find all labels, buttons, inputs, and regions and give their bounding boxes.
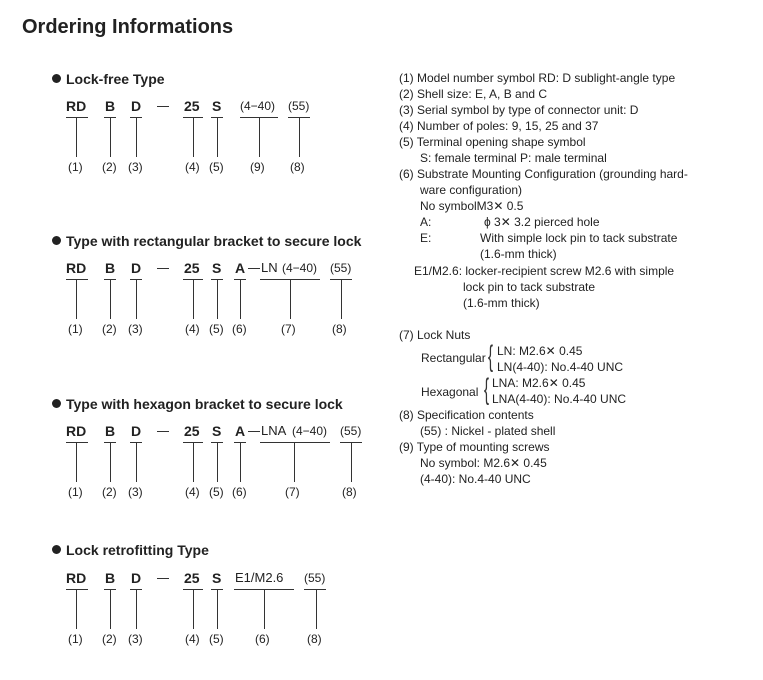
label-8: (8) xyxy=(307,632,322,646)
label-2: (2) xyxy=(102,322,117,336)
leader-line xyxy=(341,279,342,319)
leader-line xyxy=(299,117,300,157)
leader-line xyxy=(76,589,77,629)
code-s: S xyxy=(212,260,222,276)
code-dash xyxy=(248,431,260,432)
note-8-detail: (55) : Nickel - plated shell xyxy=(420,424,556,438)
brace-icon: { xyxy=(488,340,494,373)
leader-line xyxy=(76,117,77,157)
code-b: B xyxy=(105,570,116,586)
code-poles: 25 xyxy=(184,570,200,586)
note-7-lna: LNA: M2.6✕ 0.45 xyxy=(492,376,586,390)
note-6-e-key: E: xyxy=(420,231,432,245)
note-5-detail: S: female terminal P: male terminal xyxy=(420,151,607,165)
note-6-e1-cont: lock pin to tack substrate xyxy=(463,280,596,294)
bullet-icon xyxy=(52,399,61,408)
code-screw: (4−40) xyxy=(240,99,276,113)
label-5: (5) xyxy=(209,160,224,174)
code-dash xyxy=(157,431,169,432)
label-5: (5) xyxy=(209,632,224,646)
code-dash xyxy=(157,268,169,269)
leader-line xyxy=(110,589,111,629)
note-6-a-value: ϕ 3✕ 3.2 pierced hole xyxy=(484,215,600,229)
label-7: (7) xyxy=(285,485,300,499)
label-2: (2) xyxy=(102,160,117,174)
code-spec: (55) xyxy=(304,571,326,585)
note-6-e1: E1/M2.6: locker-recipient screw M2.6 with simple xyxy=(414,264,675,278)
label-3: (3) xyxy=(128,632,143,646)
label-1: (1) xyxy=(68,160,83,174)
bullet-icon xyxy=(52,236,61,245)
code-a: A xyxy=(235,260,246,276)
label-4: (4) xyxy=(185,322,200,336)
label-1: (1) xyxy=(68,485,83,499)
code-b: B xyxy=(105,260,116,276)
label-2: (2) xyxy=(102,632,117,646)
leader-line xyxy=(240,442,241,482)
leader-line xyxy=(217,589,218,629)
code-spec: (55) xyxy=(330,261,352,275)
code-dash xyxy=(248,268,260,269)
leader-line xyxy=(110,279,111,319)
label-3: (3) xyxy=(128,160,143,174)
code-lna: LNA xyxy=(261,423,287,438)
note-7: (7) Lock Nuts xyxy=(399,328,471,342)
leader-line xyxy=(294,442,295,482)
page-title: Ordering Informations xyxy=(22,16,234,38)
section-heading-rectangular xyxy=(52,233,361,249)
code-d: D xyxy=(131,98,142,114)
label-4: (4) xyxy=(185,160,200,174)
label-4: (4) xyxy=(185,632,200,646)
code-dash xyxy=(157,578,169,579)
label-8: (8) xyxy=(342,485,357,499)
note-6-a-key: A: xyxy=(420,215,432,229)
label-4: (4) xyxy=(185,485,200,499)
code-b: B xyxy=(105,98,116,114)
label-5: (5) xyxy=(209,485,224,499)
code-screw: (4−40) xyxy=(282,261,318,275)
bullet-icon xyxy=(52,74,61,83)
note-7-ln: LN: M2.6✕ 0.45 xyxy=(497,344,583,358)
section-heading-hexagon xyxy=(52,396,343,412)
ordering-diagram-retrofitting xyxy=(0,570,390,680)
code-poles: 25 xyxy=(184,98,200,114)
ordering-diagram-lock-free xyxy=(0,98,390,208)
code-d: D xyxy=(131,260,142,276)
code-screw: (4−40) xyxy=(292,424,328,438)
leader-line xyxy=(259,117,260,157)
leader-line xyxy=(76,279,77,319)
note-9-nosymbol: No symbol: M2.6✕ 0.45 xyxy=(420,456,547,470)
label-1: (1) xyxy=(68,632,83,646)
label-1: (1) xyxy=(68,322,83,336)
label-9: (9) xyxy=(250,160,265,174)
code-underline xyxy=(260,442,330,443)
ordering-diagram-hexagon xyxy=(0,423,390,533)
code-underline xyxy=(66,279,88,280)
code-spec: (55) xyxy=(288,99,310,113)
code-rd: RD xyxy=(66,570,87,586)
code-rd: RD xyxy=(66,423,87,439)
note-6-e1-cont2: (1.6-mm thick) xyxy=(463,296,540,310)
leader-line xyxy=(316,589,317,629)
label-6: (6) xyxy=(255,632,270,646)
note-7-lna-4-40: LNA(4-40): No.4-40 UNC xyxy=(492,392,627,406)
note-9: (9) Type of mounting screws xyxy=(399,440,550,454)
note-6-e-value: With simple lock pin to tack substrate xyxy=(480,231,678,245)
leader-line xyxy=(110,442,111,482)
ordering-diagram-rectangular xyxy=(0,260,390,370)
code-ln: LN xyxy=(261,260,278,275)
code-spec: (55) xyxy=(340,424,362,438)
bullet-icon xyxy=(52,545,61,554)
section-heading-text: Lock retrofitting Type xyxy=(66,542,209,558)
label-2: (2) xyxy=(102,485,117,499)
code-rd: RD xyxy=(66,98,87,114)
leader-line xyxy=(136,279,137,319)
code-s: S xyxy=(212,98,222,114)
leader-line xyxy=(351,442,352,482)
note-2: (2) Shell size: E, A, B and C xyxy=(399,87,548,101)
note-9-4-40: (4-40): No.4-40 UNC xyxy=(420,472,531,486)
leader-line xyxy=(290,279,291,319)
note-7-hexagonal: Hexagonal xyxy=(421,385,479,399)
label-6: (6) xyxy=(232,322,247,336)
code-dash xyxy=(157,106,169,107)
section-heading-text: Type with rectangular bracket to secure lock xyxy=(66,233,362,249)
leader-line xyxy=(76,442,77,482)
code-a: A xyxy=(235,423,246,439)
note-6-nosymbol: No symbolM3✕ 0.5 xyxy=(420,199,524,213)
label-7: (7) xyxy=(281,322,296,336)
code-rd: RD xyxy=(66,260,87,276)
note-6-cont: ware configuration) xyxy=(420,183,523,197)
brace-icon: { xyxy=(484,373,490,406)
code-underline xyxy=(66,117,88,118)
label-3: (3) xyxy=(128,322,143,336)
leader-line xyxy=(110,117,111,157)
leader-line xyxy=(240,279,241,319)
leader-line xyxy=(217,442,218,482)
section-heading-lock-free xyxy=(52,71,165,87)
label-3: (3) xyxy=(128,485,143,499)
label-8: (8) xyxy=(290,160,305,174)
note-7-rectangular: Rectangular xyxy=(421,351,486,365)
section-heading-text: Type with hexagon bracket to secure lock xyxy=(66,396,343,412)
leader-line xyxy=(264,589,265,629)
leader-line xyxy=(193,442,194,482)
note-6-e-value-cont: (1.6-mm thick) xyxy=(480,247,557,261)
leader-line xyxy=(193,117,194,157)
leader-line xyxy=(136,442,137,482)
code-underline xyxy=(304,589,326,590)
code-poles: 25 xyxy=(184,423,200,439)
note-5: (5) Terminal opening shape symbol xyxy=(399,135,586,149)
code-d: D xyxy=(131,570,142,586)
code-underline xyxy=(66,589,88,590)
code-poles: 25 xyxy=(184,260,200,276)
code-e1m26: E1/M2.6 xyxy=(235,570,284,585)
leader-line xyxy=(193,279,194,319)
note-4: (4) Number of poles: 9, 15, 25 and 37 xyxy=(399,119,599,133)
section-heading-text: Lock-free Type xyxy=(66,71,165,87)
code-d: D xyxy=(131,423,142,439)
code-s: S xyxy=(212,423,222,439)
label-6: (6) xyxy=(232,485,247,499)
label-8: (8) xyxy=(332,322,347,336)
leader-line xyxy=(193,589,194,629)
leader-line xyxy=(136,589,137,629)
label-5: (5) xyxy=(209,322,224,336)
note-3: (3) Serial symbol by type of connector unit: D xyxy=(399,103,639,117)
code-b: B xyxy=(105,423,116,439)
note-6: (6) Substrate Mounting Configuration (grounding hard- xyxy=(399,167,688,181)
note-8: (8) Specification contents xyxy=(399,408,534,422)
leader-line xyxy=(136,117,137,157)
note-1: (1) Model number symbol RD: D sublight-angle type xyxy=(399,71,676,85)
code-underline xyxy=(66,442,88,443)
note-7-ln-4-40: LN(4-40): No.4-40 UNC xyxy=(497,360,624,374)
leader-line xyxy=(217,279,218,319)
leader-line xyxy=(217,117,218,157)
code-s: S xyxy=(212,570,222,586)
section-heading-retrofitting xyxy=(52,542,209,558)
